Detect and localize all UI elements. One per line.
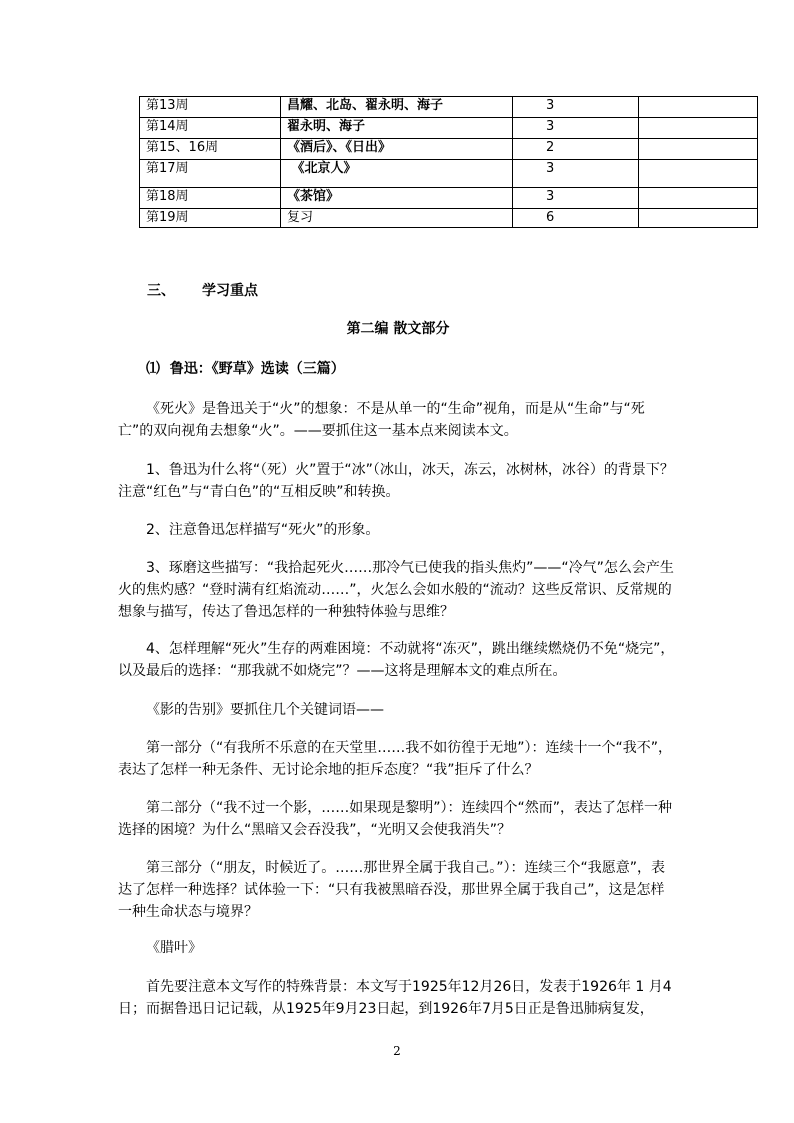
- week-cell: 第14周: [140, 118, 281, 139]
- paragraph: 3、琢磨这些描写：“我拾起死火……那冷气已使我的指头焦灼”——“冷气”怎么会产生火的焦灼感？“登时满有红焰流动……”，火怎么会如水般的“流动？这些反常识、反常规的想象与描写，传达了鲁迅怎样的一种独特体验与思维？: [118, 560, 674, 620]
- paragraph: 1、鲁迅为什么将“（死）火”置于“冰”（冰山，冰天，冻云，冰树林，冰谷）的背景下？注意“红色”与“青白色”的“互相反映”和转换。: [118, 462, 674, 500]
- note-cell: [639, 209, 758, 228]
- section-number: 三、: [147, 283, 175, 299]
- paragraph: 《腊叶》: [146, 940, 202, 956]
- subsection-title: ⑴ 鲁迅：《野草》选读（三篇）: [146, 361, 345, 377]
- paragraph: 《死火》是鲁迅关于“火”的想象：不是从单一的“生命”视角，而是从“生命”与“死亡”的双向视角去想象“火”。——要抓住这一基本点来阅读本文。: [118, 401, 645, 439]
- paragraph: 第一部分（“有我所不乐意的在天堂里……我不如彷徨于无地”）：连续十一个“我不”，表达了怎样一种无条件、无讨论余地的拒斥态度？“我”拒斥了什么？: [118, 740, 673, 778]
- note-cell: [639, 139, 758, 160]
- part-title: 第二编 散文部分: [346, 321, 450, 337]
- section-title: 学习重点: [202, 283, 258, 299]
- table-row: [140, 97, 758, 118]
- content-cell: 《北京人》: [281, 160, 513, 188]
- schedule-table: [139, 96, 758, 228]
- paragraph: 《影的告别》要抓住几个关键词语——: [146, 702, 384, 718]
- page-number: 2: [393, 1044, 401, 1058]
- table-row: [140, 160, 758, 188]
- table-row: [140, 118, 758, 139]
- hours-cell: 3: [513, 160, 639, 188]
- paragraph: 第三部分（“朋友，时候近了。……那世界全属于我自己。”）：连续三个“我愿意”，表达了怎样一种选择？试体验一下：“只有我被黑暗吞没，那世界全属于我自己”，这是怎样一种生命状态与境界？: [118, 860, 666, 920]
- hours-cell: 3: [513, 97, 639, 118]
- paragraph: 2、注意鲁迅怎样描写“死火”的形象。: [146, 522, 380, 538]
- hours-cell: 3: [513, 188, 639, 209]
- table-row: [140, 139, 758, 160]
- hours-cell: 6: [513, 209, 639, 228]
- week-cell: 第13周: [140, 97, 281, 118]
- content-cell: 《茶馆》: [281, 188, 513, 209]
- note-cell: [639, 160, 758, 188]
- content-cell: 翟永明、海子: [281, 118, 513, 139]
- note-cell: [639, 188, 758, 209]
- hours-cell: 3: [513, 118, 639, 139]
- note-cell: [639, 118, 758, 139]
- paragraph: 4、怎样理解“死火”生存的两难困境：不动就将“冻灭”，跳出继续燃烧仍不免“烧完”，以及最后的选择：“那我就不如烧完”？——这将是理解本文的难点所在。: [118, 641, 675, 679]
- table-row: [140, 209, 758, 228]
- table-row: [140, 188, 758, 209]
- paragraph: 第二部分（“我不过一个影，……如果现是黎明”）：连续四个“然而”，表达了怎样一种选择的困境？为什么“黑暗又会吞没我”，“光明又会使我消失”？: [118, 800, 673, 838]
- week-cell: 第15、16周: [140, 139, 281, 160]
- content-cell: 昌耀、北岛、翟永明、海子: [281, 97, 513, 118]
- week-cell: 第18周: [140, 188, 281, 209]
- content-cell: 复习: [281, 209, 513, 228]
- note-cell: [639, 97, 758, 118]
- week-cell: 第19周: [140, 209, 281, 228]
- week-cell: 第17周: [140, 160, 281, 188]
- content-cell: 《酒后》、《日出》: [281, 139, 513, 160]
- hours-cell: 2: [513, 139, 639, 160]
- paragraph: 首先要注意本文写作的特殊背景：本文写于1925年12月26日，发表于1926年 1 月4日；而据鲁迅日记记载，从1925年9月23日起，到1926年7月5日正是鲁迅肺病复发，: [118, 979, 672, 1017]
